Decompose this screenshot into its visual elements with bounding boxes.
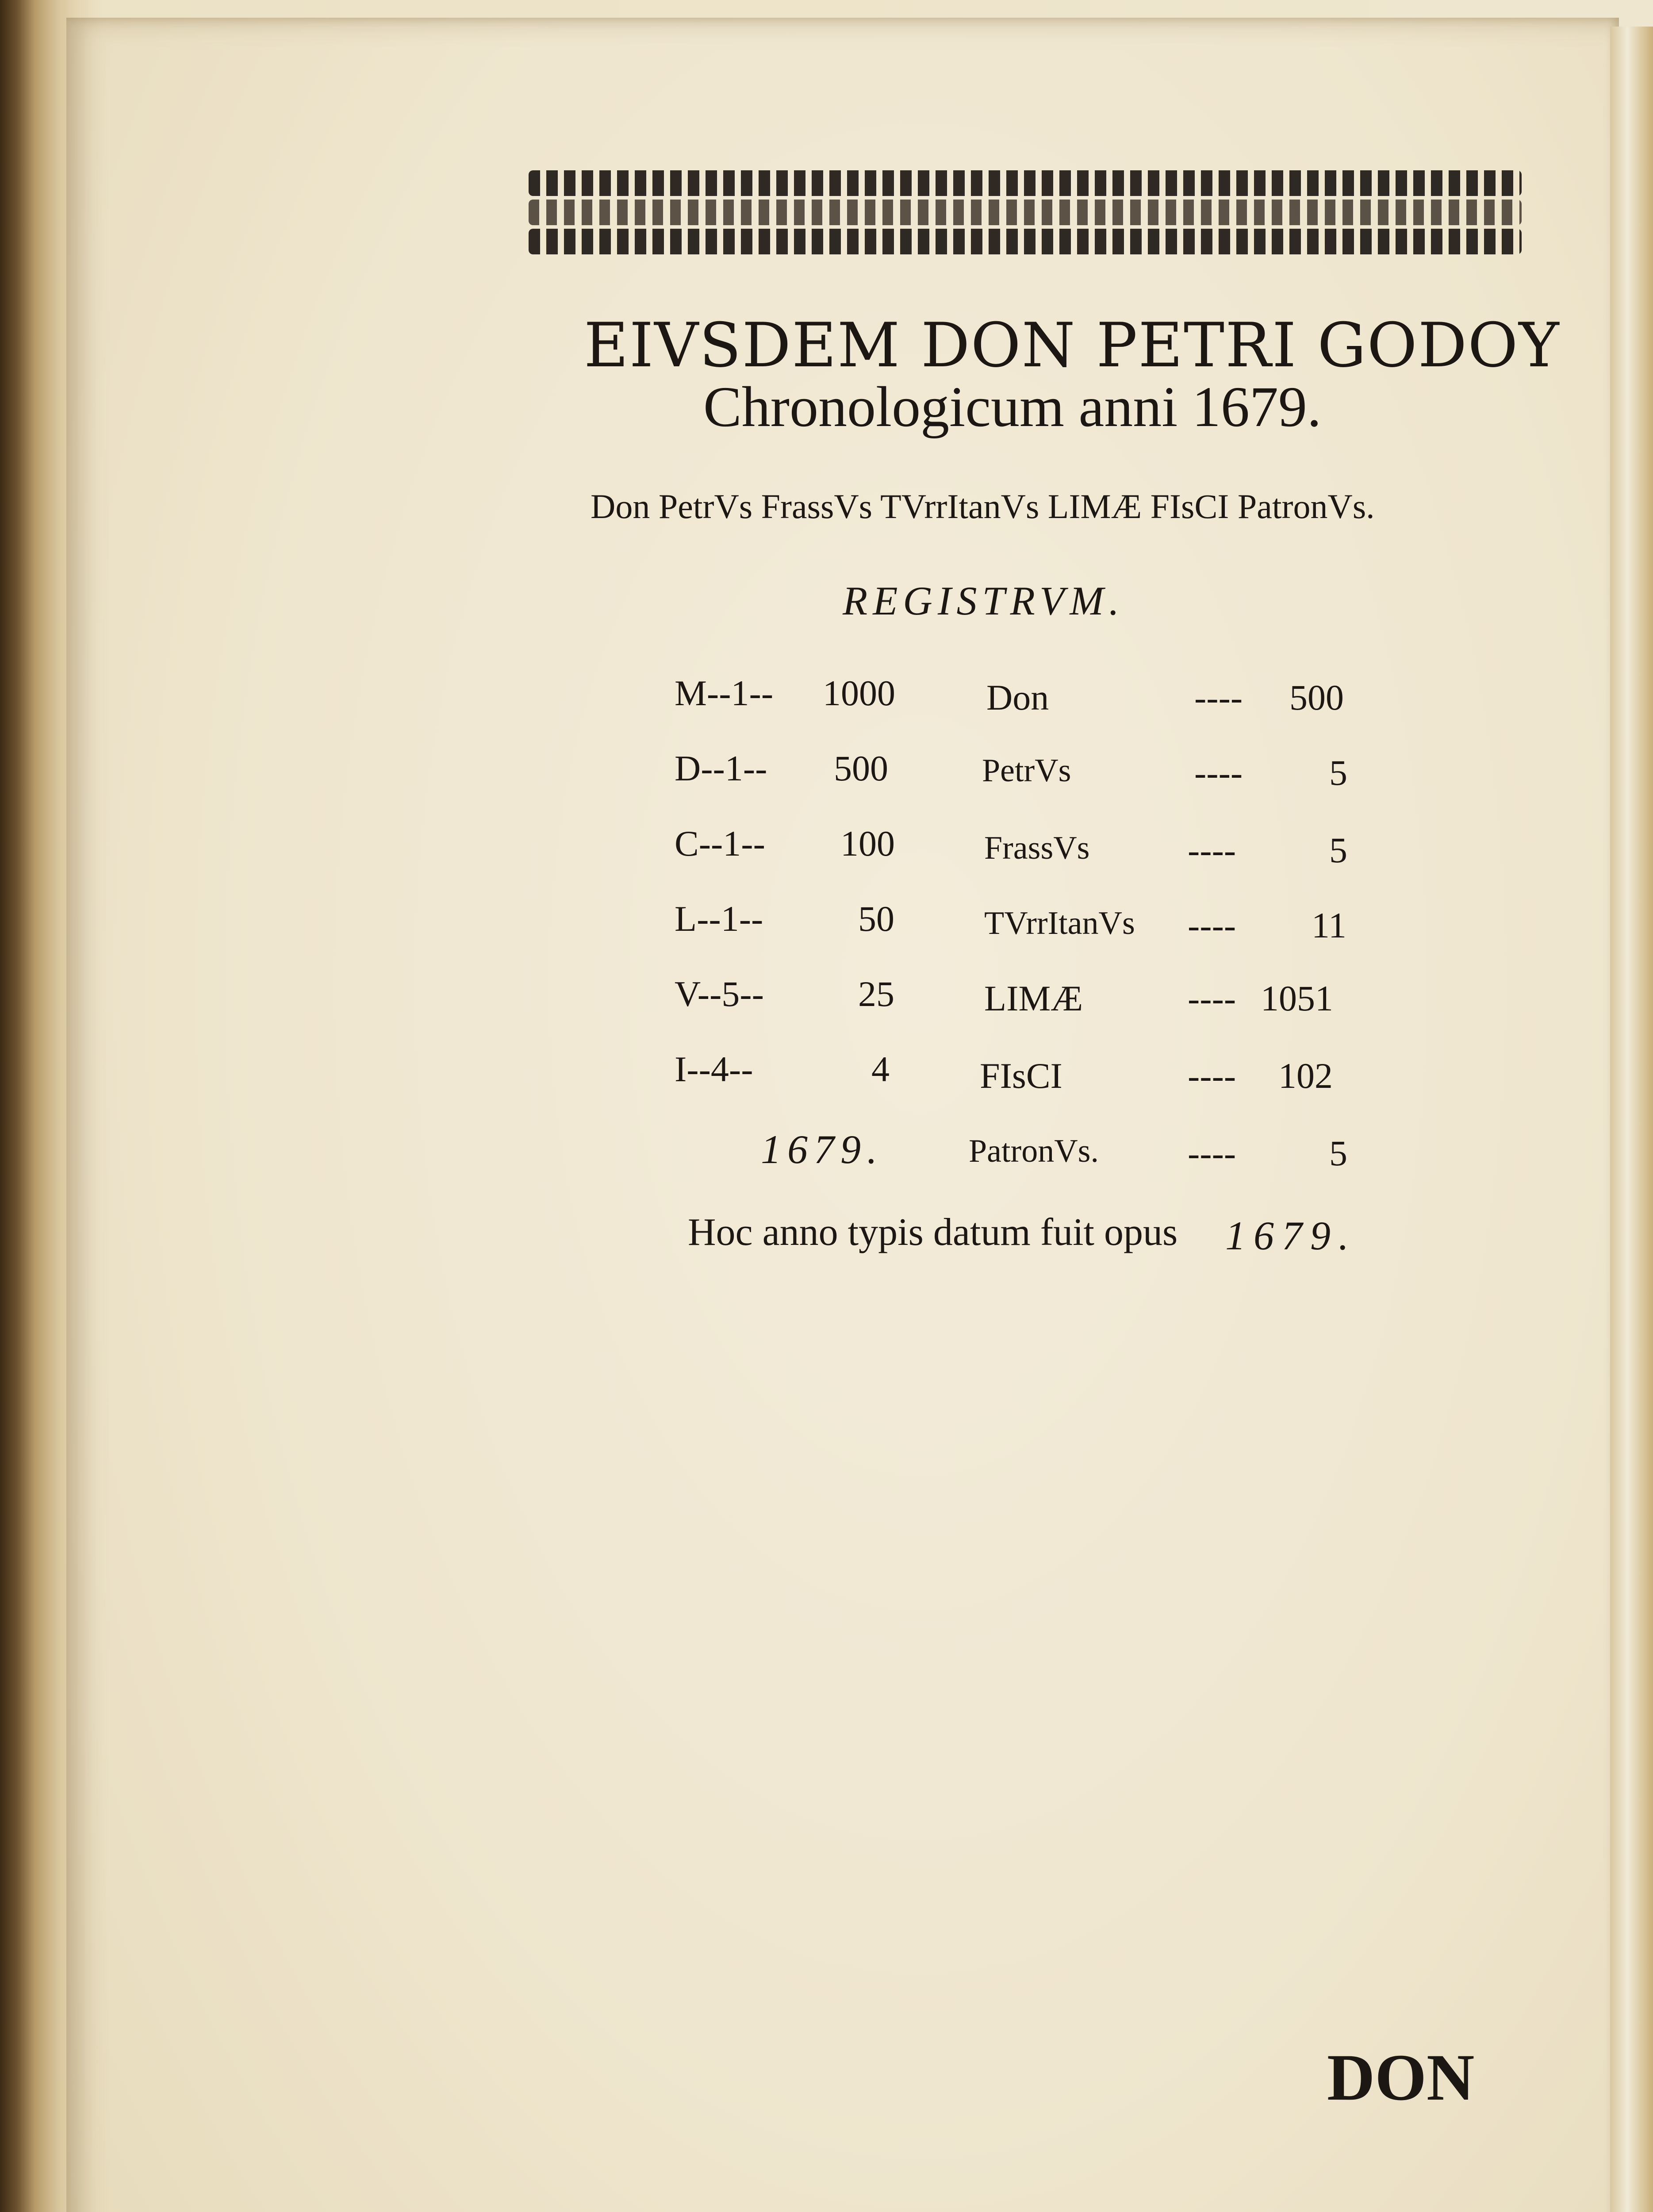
right-row-dash: ---- <box>1188 1056 1236 1096</box>
right-row-dash: ---- <box>1188 830 1236 870</box>
left-row-label: L--1-- <box>675 899 763 939</box>
left-table-total: 1679. <box>761 1127 883 1172</box>
ornament-row-top <box>529 170 1522 196</box>
right-row-value: 5 <box>1329 753 1347 793</box>
footer-year: 1679. <box>1225 1213 1357 1258</box>
right-row-dash: ---- <box>1188 978 1236 1018</box>
left-row-label: C--1-- <box>675 823 765 864</box>
right-row-value: 11 <box>1312 905 1346 945</box>
left-row-value: 100 <box>840 823 895 864</box>
facing-page-edge <box>1610 27 1653 2212</box>
left-row-value: 1000 <box>823 673 895 713</box>
right-row-value: 102 <box>1278 1056 1333 1096</box>
right-row-word: Don <box>986 677 1049 718</box>
right-row-word: LIMÆ <box>984 978 1083 1018</box>
ornament-row-bottom <box>529 229 1522 254</box>
right-row-value: 5 <box>1329 1133 1347 1173</box>
right-row-dash: ---- <box>1194 677 1243 718</box>
typographic-ornament-band <box>529 170 1522 254</box>
left-row-value: 50 <box>858 899 894 939</box>
right-row-value: 5 <box>1329 830 1347 870</box>
right-row-dash: ---- <box>1188 1133 1236 1173</box>
registrum-title: REGISTRVM. <box>843 578 1125 623</box>
right-row-value: 1051 <box>1261 978 1333 1018</box>
left-row-label: I--4-- <box>675 1049 753 1089</box>
right-row-word: TVrrItanVs <box>984 905 1135 941</box>
page-heading-line1: EIVSDEM DON PETRI GODOY <box>584 310 1560 381</box>
chronogram-acrostic: Don PetrVs FrassVs TVrrItanVs LIMÆ FIsCI PatronVs. <box>591 487 1375 526</box>
ornament-row-middle <box>529 200 1522 225</box>
left-row-label: V--5-- <box>675 974 764 1014</box>
right-row-word: FIsCI <box>980 1056 1062 1096</box>
right-row-word: PatronVs. <box>969 1133 1099 1169</box>
left-row-label: D--1-- <box>675 748 767 788</box>
right-row-value: 500 <box>1289 677 1344 718</box>
right-row-word: FrassVs <box>984 830 1090 866</box>
left-row-label: M--1-- <box>675 673 774 713</box>
left-row-value: 500 <box>834 748 888 788</box>
left-row-value: 25 <box>858 974 894 1014</box>
page-heading-line2: Chronologicum anni 1679. <box>703 375 1322 439</box>
left-row-value: 4 <box>871 1049 890 1089</box>
right-row-dash: ---- <box>1194 753 1243 793</box>
right-row-dash: ---- <box>1188 905 1236 945</box>
footer-sentence: Hoc anno typis datum fuit opus <box>688 1211 1178 1254</box>
catchword: DON <box>1327 2041 1475 2114</box>
right-row-word: PetrVs <box>982 753 1071 789</box>
